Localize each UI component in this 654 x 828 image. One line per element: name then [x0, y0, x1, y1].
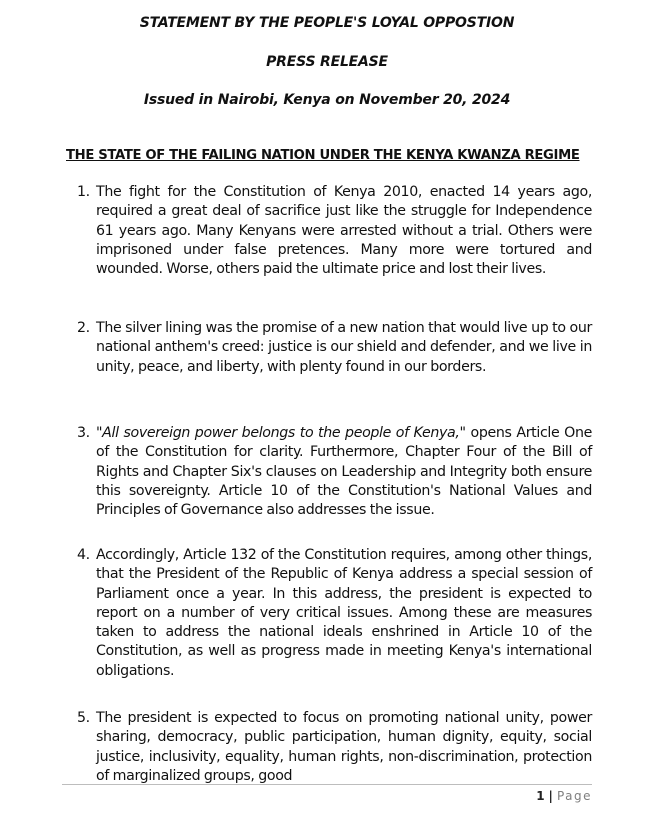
paragraph-text: The president is expected to focus on promoting national unity, power sharing, democracy, public participation, human dignity, equity, social justice, inclusivity, equality, human rights, non-discrimination, protection of marginalized groups, good — [96, 710, 592, 784]
press-release-label: PRESS RELEASE — [266, 54, 388, 70]
footer-separator: | — [548, 789, 553, 803]
paragraph-number: 2. — [77, 320, 90, 336]
page-number: 1 — [536, 789, 545, 803]
paragraph-number: 5. — [77, 710, 90, 726]
paragraph-text: The silver lining was the promise of a new nation that would live up to our national anthem's creed: justice is our shield and defender, and we live in unity, peace, and liberty, with plenty found in our borders. — [96, 320, 592, 375]
paragraph-number: 3. — [77, 425, 90, 441]
page-word: Page — [556, 789, 592, 803]
paragraph-text — [96, 424, 592, 520]
paragraph-number: 4. — [77, 547, 90, 563]
paragraph-1 — [77, 183, 592, 279]
paragraph-text: The fight for the Constitution of Kenya 2010, enacted 14 years ago, required a great deal of sacrifice just like the struggle for Independence 61 years ago. Many Kenyans were arrested without a trial. Others were imprisoned under false pretences. Many more were tortured and wounded. Worse, others paid the ultimate price and lost their lives. — [96, 184, 592, 278]
paragraph-text: Accordingly, Article 132 of the Constitution requires, among other things, that the President of the Republic of Kenya address a special session of Parliament once a year. In this address, the president is expected to report on a number of very critical issues. Among these are measures taken to address the national ideals enshrined in Article 10 of the Constitution, as well as progress made in meeting Kenya's international obligations. — [96, 547, 592, 679]
constitution-quote: "All sovereign power belongs to the people of Kenya," — [96, 425, 466, 441]
paragraph-5 — [77, 709, 592, 786]
footer-divider — [62, 784, 592, 785]
document-heading: STATEMENT BY THE PEOPLE'S LOYAL OPPOSTION — [139, 15, 515, 31]
page-footer — [536, 789, 592, 803]
paragraph-number: 1. — [77, 184, 90, 200]
section-title: THE STATE OF THE FAILING NATION UNDER THE KENYA KWANZA REGIME — [66, 148, 580, 163]
paragraph-2 — [77, 319, 592, 377]
paragraph-3 — [77, 424, 593, 520]
paragraph-4 — [77, 546, 592, 681]
issue-date-line: Issued in Nairobi, Kenya on November 20, 2024 — [143, 92, 511, 108]
paragraph-text-rest: opens Article One of the Constitution for clarity. Furthermore, Chapter Four of the Bill of Rights and Chapter Six's clauses on Leadership and Integrity both ensure this sovereignty. Article 10 of the Constitution's National Values and Principles of Governance also addresses the issue. — [96, 425, 593, 519]
